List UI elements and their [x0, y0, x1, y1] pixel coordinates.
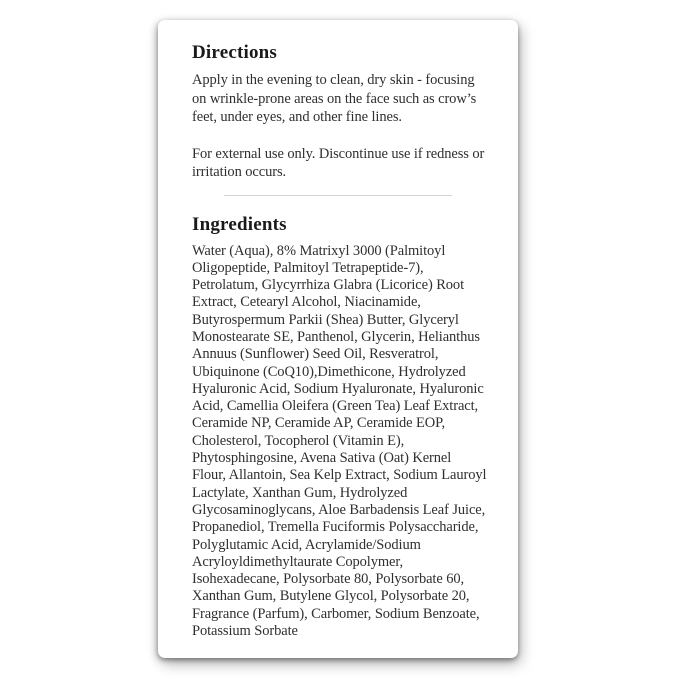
ingredients-heading: Ingredients	[192, 213, 287, 235]
directions-heading: Directions	[192, 42, 278, 63]
directions-paragraph-1: Apply in the evening to clean, dry skin - focusing on wrinkle-prone areas on the face such as crow’s feet, under eyes, and other fine lines.	[192, 72, 477, 125]
ingredients-text: Water (Aqua), 8% Matrixyl 3000 (Palmitoyl Oligopeptide, Palmitoyl Tetrapeptide-7), Petrolatum, Glycyrrhiza Glabra (Licorice) Root Extract, Cetearyl Alcohol, Niacinamide, Butyrospermum Parkii (Shea) Butter, Glyceryl Monostearate SE, Panthenol, Glycerin, Helianthus Annuus (Sunflower) Seed Oil, Resveratrol, Ubiquinone (CoQ10),Dimethicone, Hydrolyzed Hyaluronic Acid, Sodium Hyaluronate, Hyaluronic Acid, Camellia Oleifera (Green Tea) Leaf Extract, Ceramide NP, Ceramide AP, Ceramide EOP, Cholesterol, Tocopherol (Vitamin E), Phytosphingosine, Avena Sativa (Oat) Kernel Flour, Allantoin, Sea Kelp Extract, Sodium Lauroyl Lactylate, Xanthan Gum, Hydrolyzed Glycosaminoglycans, Aloe Barbadensis Leaf Juice, Propanediol, Tremella Fuciformis Polysaccharide, Polyglutamic Acid, Acrylamide/Sodium Acryloyldimethyltaurate Copolymer, Isohexadecane, Polysorbate 80, Polysorbate 60, Xanthan Gum, Butylene Glycol, Polysorbate 20, Fragrance (Parfum), Carbomer, Sodium Benzoate, Potassium Sorbate	[192, 242, 487, 640]
directions-paragraph-2: For external use only. Discontinue use if redness or irritation occurs.	[192, 145, 485, 180]
label-card	[158, 20, 518, 658]
section-divider	[224, 195, 452, 196]
